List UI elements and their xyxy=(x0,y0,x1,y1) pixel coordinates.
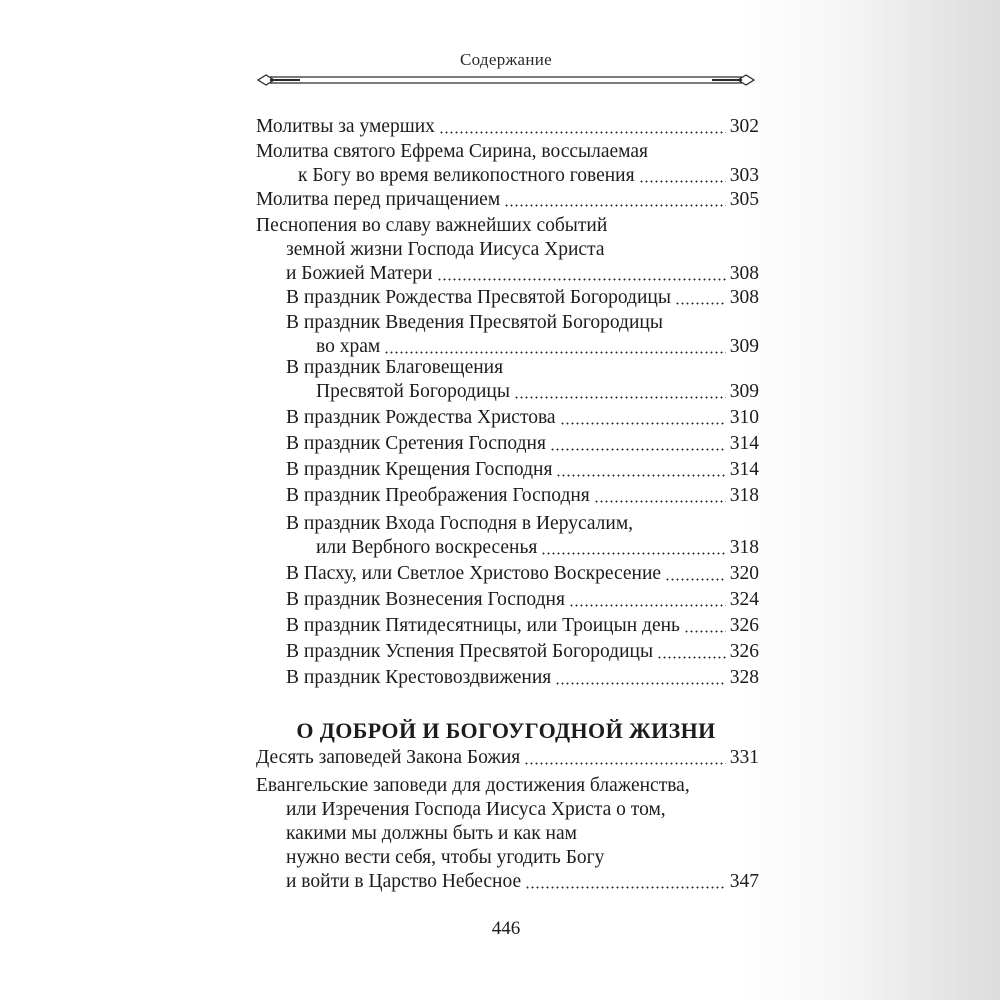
toc-entry-page: 303 xyxy=(729,165,759,186)
toc-entry-title-continued: или Вербного воскресенья xyxy=(316,537,538,558)
dot-leader xyxy=(437,278,726,281)
toc-entry-page: 309 xyxy=(729,336,759,357)
page-number: 446 xyxy=(491,918,521,939)
toc-entry-title-continued: к Богу во время великопостного говения xyxy=(298,165,635,186)
toc-entry-title: В праздник Преображения Господня xyxy=(286,485,590,506)
toc-entry-page: 305 xyxy=(729,189,759,210)
toc-entry-title: В праздник Введения Пресвятой Богородицы xyxy=(286,312,663,333)
toc-entry[interactable] xyxy=(256,458,759,482)
toc-entry-page: 309 xyxy=(729,381,759,402)
toc-entry-title: В Пасху, или Светлое Христово Воскресение xyxy=(286,563,662,584)
toc-entry-title-continued: земной жизни Господа Иисуса Христа xyxy=(286,239,605,260)
toc-entry[interactable] xyxy=(256,588,759,612)
toc-entry-title: Молитва святого Ефрема Сирина, воссылаемая xyxy=(256,141,648,162)
dot-leader xyxy=(555,682,726,685)
toc-entry-title-continued: нужно вести себя, чтобы угодить Богу xyxy=(286,847,605,868)
dot-leader xyxy=(541,552,725,555)
toc-entry[interactable] xyxy=(256,214,759,286)
toc-entry-title: В праздник Успения Пресвятой Богородицы xyxy=(286,641,654,662)
toc-entry[interactable] xyxy=(256,746,759,770)
toc-entry-title-continued: Пресвятой Богородицы xyxy=(316,381,510,402)
toc-entry-title: Евангельские заповеди для достижения блаженства, xyxy=(256,775,690,796)
toc-entry-page: 314 xyxy=(729,433,759,454)
dot-leader xyxy=(504,204,726,207)
toc-entry-page: 314 xyxy=(729,459,759,480)
dot-leader xyxy=(569,604,726,607)
toc-entry-page: 308 xyxy=(729,287,759,308)
dot-leader xyxy=(514,396,726,399)
dot-leader xyxy=(556,474,725,477)
dot-leader xyxy=(439,131,726,134)
dot-leader xyxy=(594,500,726,503)
dot-leader xyxy=(675,302,726,305)
toc-entry-title: В праздник Входа Господня в Иерусалим, xyxy=(286,513,634,534)
dot-leader xyxy=(657,656,726,659)
toc-entry-page: 324 xyxy=(729,589,759,610)
toc-entry-page: 302 xyxy=(729,116,759,137)
toc-entry[interactable] xyxy=(256,640,759,664)
toc-entry-title-continued: или Изречения Господа Иисуса Христа о том, xyxy=(286,799,666,820)
dot-leader xyxy=(384,351,726,354)
toc-entry-title-continued: какими мы должны быть и как нам xyxy=(286,823,577,844)
toc-entry-title: В праздник Крестовоздвижения xyxy=(286,667,552,688)
toc-entry-title: Молитва перед причащением xyxy=(256,189,501,210)
dot-leader xyxy=(684,630,726,633)
toc-entry-title: В праздник Пятидесятницы, или Троицын день xyxy=(286,615,680,636)
toc-entry[interactable] xyxy=(256,666,759,690)
toc-entry-page: 326 xyxy=(729,615,759,636)
toc-entry-page: 310 xyxy=(729,407,759,428)
toc-entry-page: 328 xyxy=(729,667,759,688)
dot-leader xyxy=(560,422,726,425)
toc-entry[interactable] xyxy=(256,311,759,359)
toc-entry[interactable] xyxy=(256,774,759,894)
section-title: О ДОБРОЙ И БОГОУГОДНОЙ ЖИЗНИ xyxy=(296,718,716,743)
dot-leader xyxy=(550,448,726,451)
toc-entry[interactable] xyxy=(256,484,759,508)
toc-entry[interactable] xyxy=(256,406,759,430)
toc-entry-page: 318 xyxy=(729,537,759,558)
toc-entry-title: В праздник Рождества Христова xyxy=(286,407,556,428)
running-head: Содержание xyxy=(459,50,553,69)
toc-page xyxy=(256,0,759,1000)
toc-entry-page: 347 xyxy=(729,871,759,892)
toc-entry-title-continued: и Божией Матери xyxy=(286,263,433,284)
toc-entry-title-continued: во храм xyxy=(316,336,381,357)
toc-entry-page: 318 xyxy=(729,485,759,506)
toc-entry-title: В праздник Вознесения Господня xyxy=(286,589,565,610)
toc-entry[interactable] xyxy=(256,115,759,139)
toc-entry-title: В праздник Рождества Пресвятой Богородицы xyxy=(286,287,671,308)
toc-entry[interactable] xyxy=(256,512,759,560)
toc-entry-page: 331 xyxy=(729,747,759,768)
dot-leader xyxy=(525,886,726,889)
toc-entry[interactable] xyxy=(256,140,759,188)
toc-entry-title: В праздник Крещения Господня xyxy=(286,459,553,480)
toc-entry[interactable] xyxy=(256,188,759,212)
toc-entry[interactable] xyxy=(256,286,759,310)
ornamental-rule-icon xyxy=(256,74,756,86)
toc-entry-title-continued: и войти в Царство Небесное xyxy=(286,871,522,892)
toc-entry-page: 326 xyxy=(729,641,759,662)
dot-leader xyxy=(665,578,726,581)
toc-entry[interactable] xyxy=(256,562,759,586)
toc-entry-title: В праздник Благовещения xyxy=(286,357,504,378)
toc-entry-title: Песнопения во славу важнейших событий xyxy=(256,215,608,236)
dot-leader xyxy=(524,762,726,765)
toc-entry-title: Десять заповедей Закона Божия xyxy=(256,747,521,768)
toc-entry[interactable] xyxy=(256,432,759,456)
toc-entry-title: В праздник Сретения Господня xyxy=(286,433,546,454)
toc-entry[interactable] xyxy=(256,614,759,638)
toc-entry-page: 320 xyxy=(729,563,759,584)
toc-entry-title: Молитвы за умерших xyxy=(256,116,435,137)
dot-leader xyxy=(639,180,726,183)
toc-entry-page: 308 xyxy=(729,263,759,284)
toc-entry[interactable] xyxy=(256,356,759,404)
